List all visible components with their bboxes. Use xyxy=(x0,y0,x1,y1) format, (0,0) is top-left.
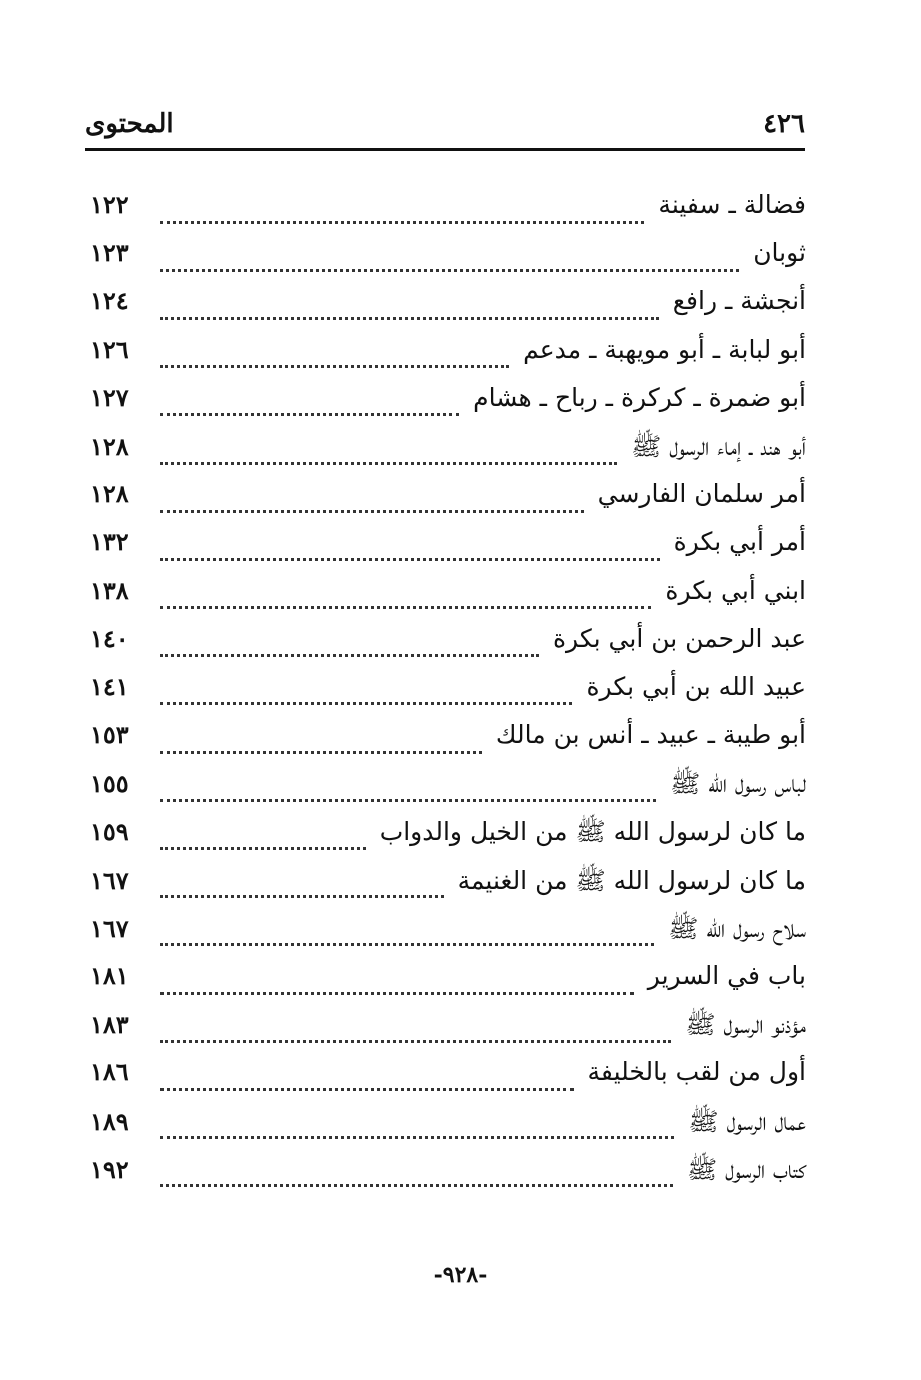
dot-leader xyxy=(160,558,660,561)
toc-entry-title: لباس رسول الله ﷺ xyxy=(670,769,806,799)
toc-row[interactable] xyxy=(90,1057,806,1105)
toc-entry-title: أبو هند ـ إماء الرسول ﷺ xyxy=(631,431,806,461)
dot-leader xyxy=(160,1088,574,1091)
toc-entry-title: سلاح رسول الله ﷺ xyxy=(668,913,806,943)
toc-row[interactable] xyxy=(90,1106,806,1154)
dot-leader xyxy=(160,269,739,272)
toc-page-number: ١٩٢ xyxy=(90,1154,129,1184)
toc-entry-title: ابني أبي بكرة xyxy=(665,575,806,605)
dot-leader xyxy=(160,365,509,368)
dot-leader xyxy=(160,895,444,898)
dot-leader xyxy=(160,799,656,802)
toc-row[interactable] xyxy=(90,431,806,479)
toc-row[interactable] xyxy=(90,527,806,575)
dot-leader xyxy=(160,1184,673,1187)
toc-row[interactable] xyxy=(90,576,806,624)
toc-page-number: ١٥٩ xyxy=(90,817,129,847)
toc-row[interactable] xyxy=(90,1009,806,1057)
page-header xyxy=(85,100,805,151)
toc-page-number: ١٢٨ xyxy=(90,479,129,509)
dot-leader xyxy=(160,317,659,320)
toc-page-number: ١٣٨ xyxy=(90,575,129,605)
toc-row[interactable] xyxy=(90,672,806,720)
dot-leader xyxy=(160,606,651,609)
toc-entry-title: أول من لقب بالخليفة xyxy=(587,1057,806,1087)
toc-row[interactable] xyxy=(90,286,806,334)
dot-leader xyxy=(160,413,459,416)
toc-page-number: ١٢٨ xyxy=(90,431,129,461)
toc-page-number: ١٨٣ xyxy=(90,1010,129,1040)
toc-page-number: ١٣٢ xyxy=(90,527,129,557)
toc-entry-title: كتاب الرسول ﷺ xyxy=(687,1154,806,1184)
toc-page-number: ١٨٦ xyxy=(90,1057,129,1087)
toc-page-number: ١٢٧ xyxy=(90,382,129,412)
toc-entry-title: باب في السرير xyxy=(647,961,806,990)
toc-row[interactable] xyxy=(90,190,806,238)
toc-row[interactable] xyxy=(90,335,806,383)
dot-leader xyxy=(160,1136,674,1139)
toc-row[interactable] xyxy=(90,383,806,431)
dot-leader xyxy=(160,751,482,754)
toc-row[interactable] xyxy=(90,479,806,527)
dot-leader xyxy=(160,1040,671,1043)
toc-entry-title: أنجشة ـ رافع xyxy=(672,286,806,316)
toc-page-number: ١٢٤ xyxy=(90,286,129,316)
toc-page-number: ١٢٦ xyxy=(90,334,129,364)
toc-page-number: ١٥٥ xyxy=(90,769,129,799)
toc-entry-title: مؤذنو الرسول ﷺ xyxy=(685,1010,806,1040)
toc-row[interactable] xyxy=(90,624,806,672)
toc-row[interactable] xyxy=(90,1154,806,1202)
toc-page-number: ١٨١ xyxy=(90,961,129,990)
toc-page-number: ١٢٣ xyxy=(90,238,129,268)
toc-row[interactable] xyxy=(90,238,806,286)
toc-entry-title: فضالة ـ سفينة xyxy=(658,190,806,219)
toc-page-number: ١٢٢ xyxy=(90,190,129,219)
toc-entry-title: عبد الرحمن بن أبي بكرة xyxy=(552,623,806,653)
toc-page-number: ١٤١ xyxy=(90,671,129,701)
dot-leader xyxy=(160,702,572,705)
toc-row[interactable] xyxy=(90,720,806,768)
toc-entry-title: عبيد الله بن أبي بكرة xyxy=(586,671,806,701)
toc-entry-title: أبو لبابة ـ أبو مويهبة ـ مدعم xyxy=(523,334,806,364)
toc-entry-title: ما كان لرسول الله ﷺ من الغنيمة xyxy=(457,865,806,895)
toc-page-number: ١٦٧ xyxy=(90,913,129,943)
toc-entry-title: أبو طيبة ـ عبيد ـ أنس بن مالك xyxy=(495,720,806,750)
toc-entry-title: ما كان لرسول الله ﷺ من الخيل والدواب xyxy=(379,817,806,847)
toc-page-number: ١٥٣ xyxy=(90,720,129,750)
toc-row[interactable] xyxy=(90,913,806,961)
toc-entry-title: عمال الرسول ﷺ xyxy=(688,1106,806,1136)
table-of-contents xyxy=(90,190,806,1202)
page-footer-number: -٩٢٨- xyxy=(433,1262,488,1288)
dot-leader xyxy=(160,510,584,513)
dot-leader xyxy=(160,654,539,657)
toc-entry-title: ثوبان xyxy=(753,238,806,268)
toc-page-number: ١٨٩ xyxy=(90,1106,129,1136)
toc-page-number: ١٦٧ xyxy=(90,865,129,895)
dot-leader xyxy=(160,943,654,946)
toc-entry-title: أمر سلمان الفارسي xyxy=(597,479,806,509)
toc-row[interactable] xyxy=(90,816,806,864)
toc-row[interactable] xyxy=(90,865,806,913)
toc-page-number: ١٤٠ xyxy=(90,623,129,653)
toc-entry-title: أمر أبي بكرة xyxy=(673,527,806,557)
dot-leader xyxy=(160,221,644,224)
dot-leader xyxy=(160,847,366,850)
header-page-number: ٤٢٦ xyxy=(763,109,805,139)
dot-leader xyxy=(160,462,617,465)
toc-row[interactable] xyxy=(90,961,806,1009)
header-section-title: المحتوى xyxy=(85,109,174,139)
toc-row[interactable] xyxy=(90,768,806,816)
toc-entry-title: أبو ضمرة ـ كركرة ـ رباح ـ هشام xyxy=(473,382,806,412)
dot-leader xyxy=(160,992,634,995)
